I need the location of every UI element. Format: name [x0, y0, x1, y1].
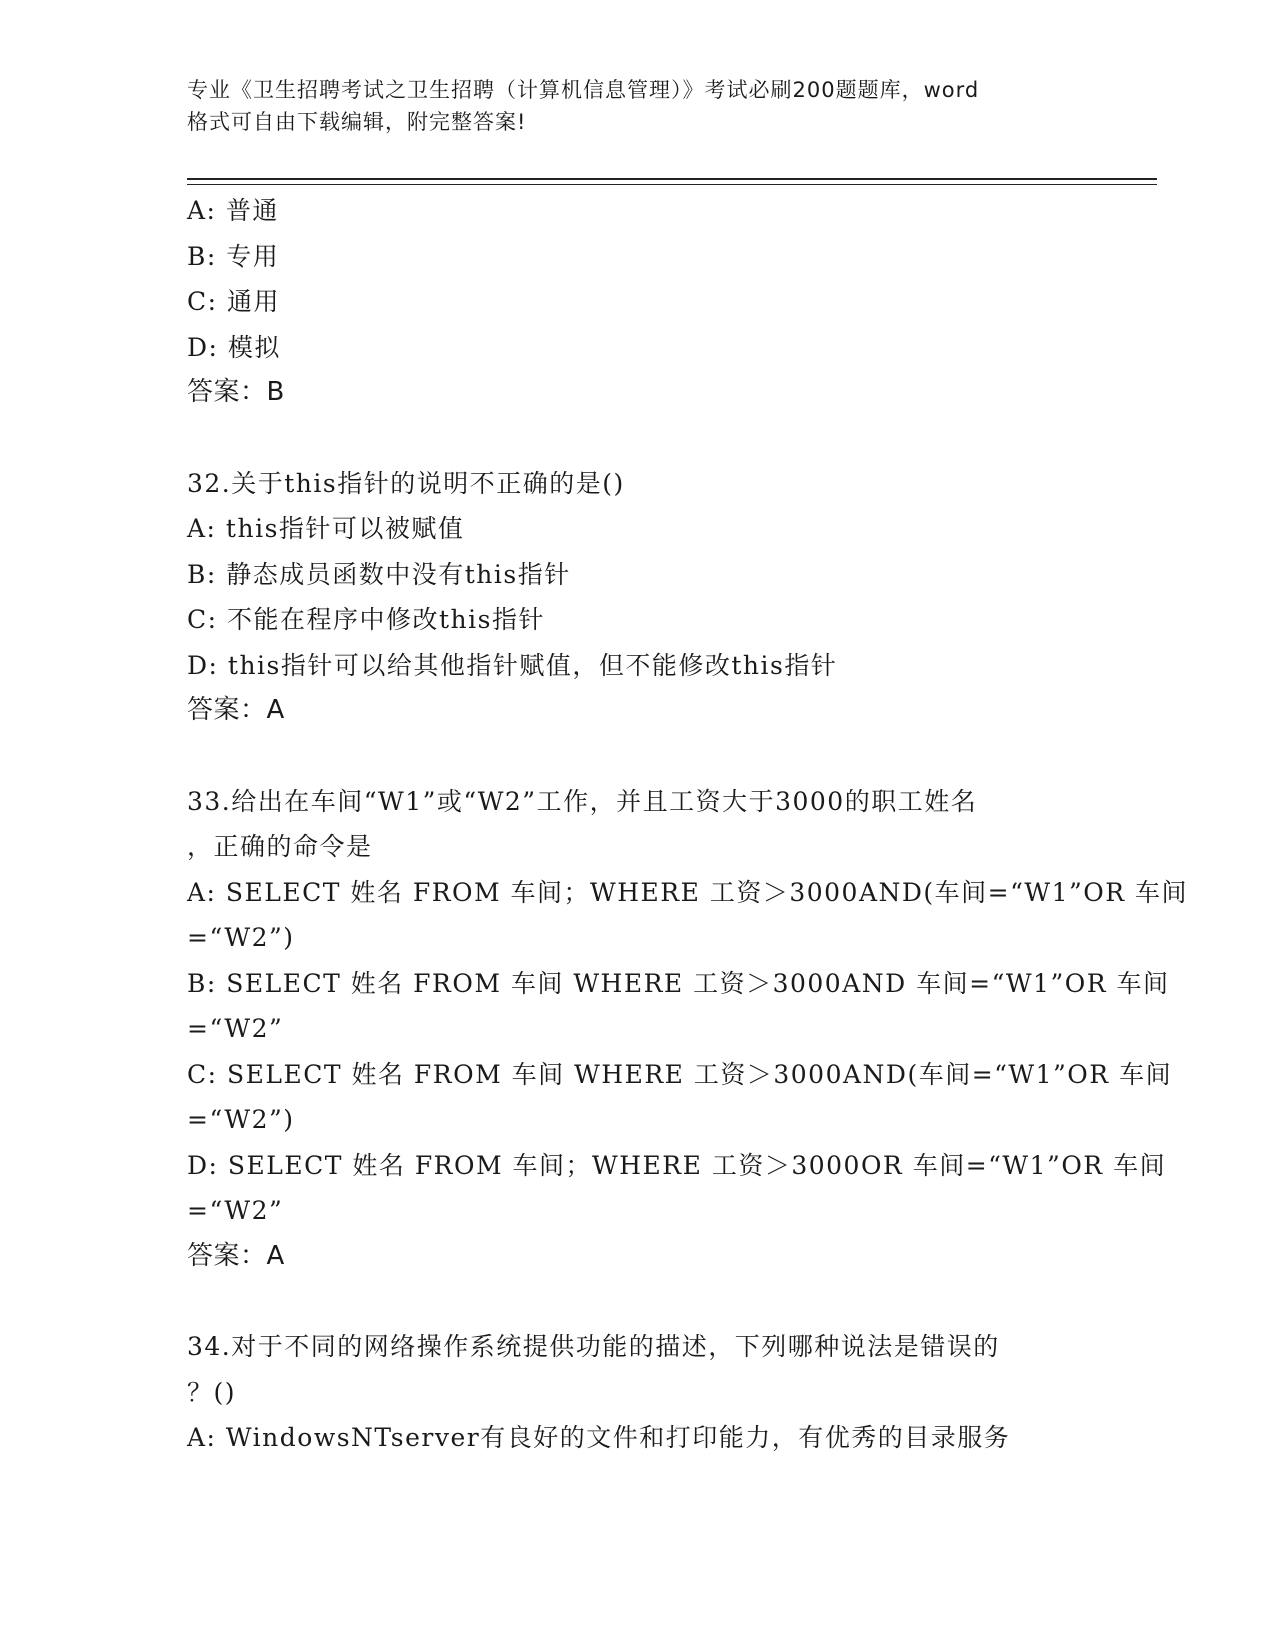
header-line-1: 专业《卫生招聘考试之卫生招聘（计算机信息管理）》考试必刷200题题库，word — [187, 78, 980, 102]
option-d: D: 模拟 — [187, 332, 281, 362]
option-a-line-1: A: SELECT 姓名 FROM 车间；WHERE 工资＞3000AND(车间=“W1”OR 车间 — [187, 877, 1189, 907]
option-c-line-2: =“W2”) — [187, 1105, 295, 1134]
option-b: B: 专用 — [187, 241, 280, 271]
option-b: B: 静态成员函数中没有this指针 — [187, 559, 571, 589]
option-a: A: WindowsNTserver有良好的文件和打印能力，有优秀的目录服务 — [187, 1423, 1011, 1452]
option-b-line-1: B: SELECT 姓名 FROM 车间 WHERE 工资＞3000AND 车间=“W1”OR 车间 — [187, 968, 1170, 998]
option-c: C: 通用 — [187, 287, 280, 316]
question-33 — [187, 779, 1189, 1280]
answer: 答案：A — [187, 695, 285, 725]
header-rule-thin — [187, 184, 1157, 185]
question-text-line-1: 33.给出在车间“W1”或“W2”工作，并且工资大于3000的职工姓名 — [187, 786, 978, 816]
answer: 答案：B — [187, 377, 285, 407]
question-text-line-1: 34.对于不同的网络操作系统提供功能的描述，下列哪种说法是错误的 — [187, 1332, 1000, 1361]
option-c-line-1: C: SELECT 姓名 FROM 车间 WHERE 工资＞3000AND(车间=“W1”OR 车间 — [187, 1059, 1173, 1089]
question-text-line-2: ，正确的命令是 — [187, 832, 373, 861]
option-d-line-2: =“W2” — [187, 1196, 284, 1225]
header-line-2: 格式可自由下载编辑，附完整答案! — [187, 110, 527, 134]
option-d: D: this指针可以给其他指针赋值，但不能修改this指针 — [187, 650, 838, 680]
question-text: 32.关于this指针的说明不正确的是() — [187, 468, 625, 498]
option-a-line-2: =“W2”) — [187, 923, 295, 952]
question-list — [187, 188, 1189, 1461]
option-a: A: this指针可以被赋值 — [187, 514, 465, 543]
question-31 — [187, 188, 1087, 416]
header-rule-thick — [187, 178, 1157, 180]
option-c: C: 不能在程序中修改this指针 — [187, 605, 545, 634]
option-d-line-1: D: SELECT 姓名 FROM 车间；WHERE 工资＞3000OR 车间=“W1”OR 车间 — [187, 1150, 1167, 1180]
document-header — [187, 74, 1087, 138]
option-b-line-2: =“W2” — [187, 1014, 284, 1043]
question-text-line-2: ？() — [187, 1377, 237, 1407]
answer: 答案：A — [187, 1240, 285, 1271]
option-a: A: 普通 — [187, 196, 279, 225]
question-34 — [187, 1324, 1087, 1461]
question-32 — [187, 461, 1087, 734]
